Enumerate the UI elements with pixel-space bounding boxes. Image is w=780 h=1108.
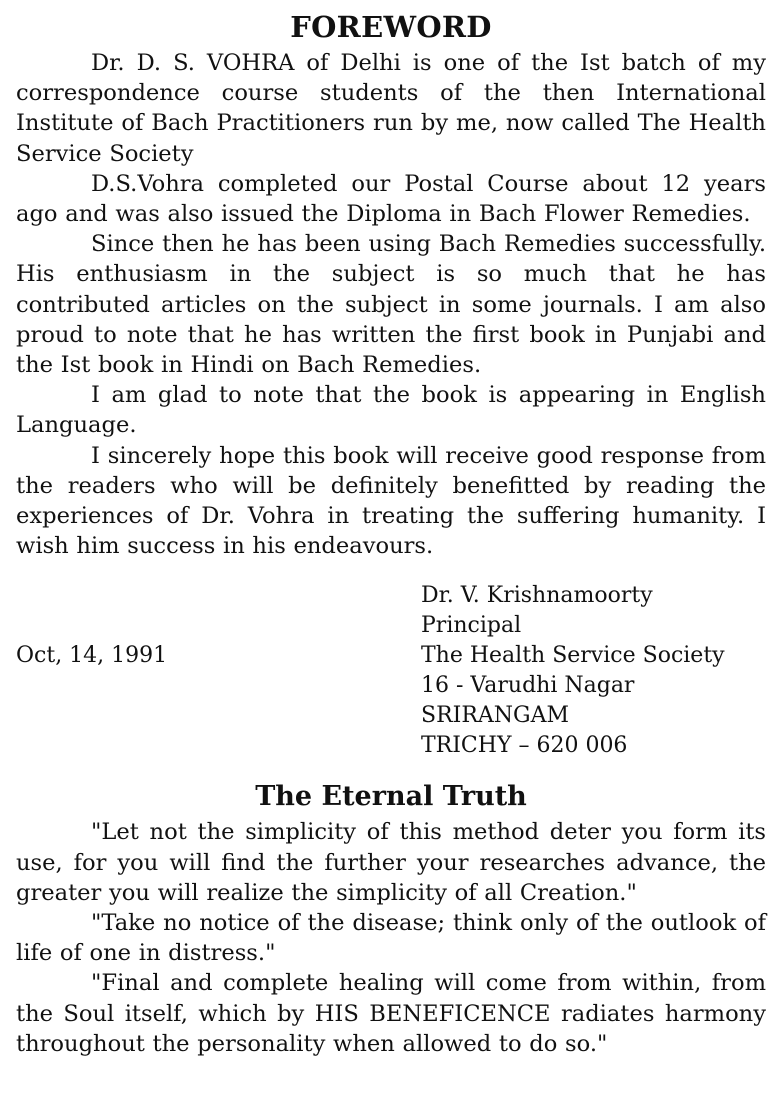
foreword-body	[16, 48, 766, 561]
foreword-date: Oct, 14, 1991	[16, 643, 168, 669]
eternal-truth-quote: "Final and complete healing will come from within, from the Soul itself, which by HIS BENEFICENCE radiates harmony throughout the personality when allowed to do so."	[16, 970, 766, 1057]
signatory-position: Principal	[421, 613, 522, 639]
foreword-paragraph: I am glad to note that the book is appearing in English Language.	[16, 382, 766, 439]
eternal-truth-quote: "Let not the simplicity of this method deter you form its use, for you will find the further your researches advance, the greater you will realize the simplicity of all Creation."	[16, 819, 766, 906]
signature-block	[16, 581, 766, 777]
signatory-organization: The Health Service Society	[421, 643, 725, 669]
signatory-city: SRIRANGAM	[421, 703, 570, 729]
foreword-paragraph: Dr. D. S. VOHRA of Delhi is one of the Ist batch of my correspondence course students of the then International Institute of Bach Practitioners run by me, now called The Health Service Society	[16, 50, 766, 167]
signatory-postal: TRICHY – 620 006	[421, 733, 628, 759]
signatory-name: Dr. V. Krishnamoorty	[421, 583, 653, 609]
foreword-paragraph: D.S.Vohra completed our Postal Course about 12 years ago and was also issued the Diploma in Bach Flower Remedies.	[16, 170, 766, 228]
foreword-paragraph: Since then he has been using Bach Remedies successfully. His enthusiasm in the subject is so much that he has contributed articles on the subject in some journals. I am also proud to note that he has written the first book in Punjabi and the Ist book in Hindi on Bach Remedies.	[16, 231, 766, 379]
foreword-title: FOREWORD	[290, 10, 492, 44]
signature-lines	[421, 581, 725, 761]
signatory-address: 16 - Varudhi Nagar	[421, 673, 635, 699]
eternal-truth-title: The Eternal Truth	[255, 781, 527, 813]
eternal-truth-section	[16, 777, 766, 1059]
eternal-truth-quote: "Take no notice of the disease; think only of the outlook of life of one in distress."	[16, 910, 766, 967]
foreword-paragraph: I sincerely hope this book will receive good response from the readers who will be definitely benefitted by reading the experiences of Dr. Vohra in treating the suffering humanity. I wish him success in his endeavours.	[16, 442, 766, 560]
